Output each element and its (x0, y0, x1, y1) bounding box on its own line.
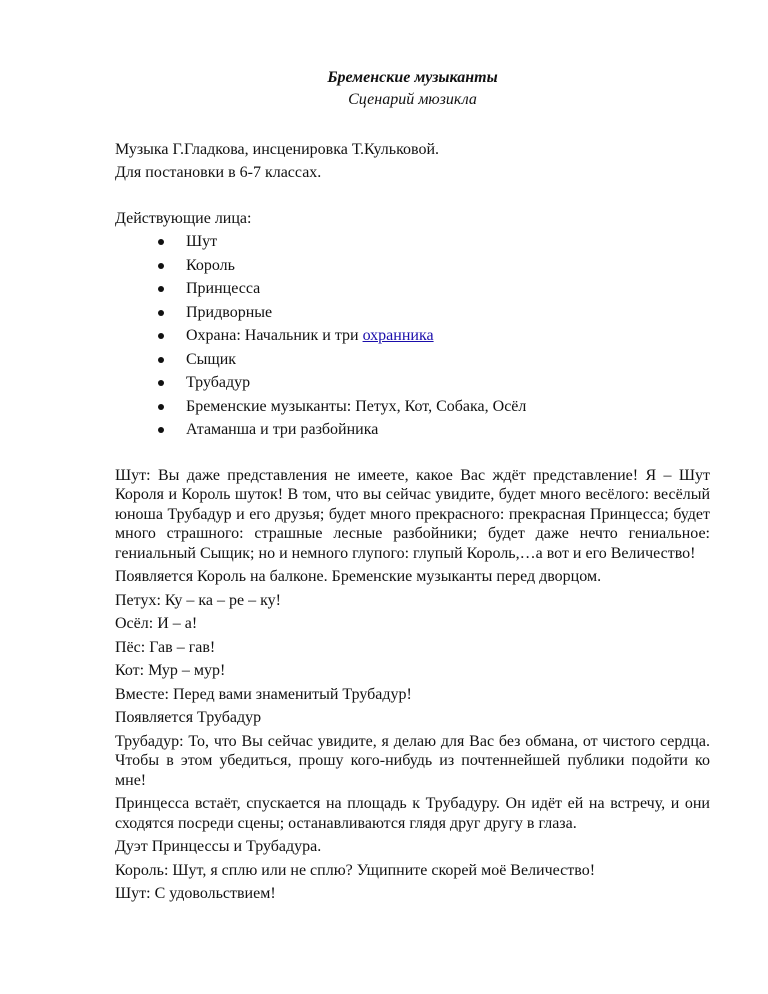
cast-item-jester: Шут (158, 230, 710, 254)
script-paragraph: Король: Шут, я сплю или не сплю? Ущипните скорей моё Величество! (115, 861, 596, 879)
script-paragraph: Принцесса встаёт, спускается на площадь к Трубадуру. Он идёт ей на встречу, и они сходятся посреди сцены; останавливаются глядя друг другу в глаза. (115, 795, 710, 832)
document-page (115, 68, 710, 908)
script-paragraph: Кот: Мур – мур! (115, 662, 226, 679)
script-paragraph: Трубадур: То, что Вы сейчас увидите, я делаю для Вас без обмана, от чистого сердца. Чтобы в этом убедиться, прошу кого-нибудь из почтеннейшей публики подойти ко мне! (115, 732, 710, 789)
cast-item-guards-text: Охрана: Начальник и три (186, 327, 363, 344)
cast-item-troubadour: Трубадур (158, 371, 710, 395)
script-paragraph: Дуэт Принцессы и Трубадура. (115, 838, 322, 855)
script-text (115, 466, 710, 904)
script-paragraph: Шут: Вы даже представления не имеете, какое Вас ждёт представление! Я – Шут Короля и Король шуток! В том, что вы сейчас увидите, будет много весёлого: весёлый юноша Трубадур и его друзья; будет много прекрасного: прекрасная Принцесса; будет много страшного: страшные лесные разбойники; будет даже нечто гениальное: гениальный Сыщик; но и немного глупого: глупый Король,…а вот и его Величество! (115, 466, 710, 562)
cast-item-guards (158, 324, 710, 348)
audience-line: Для постановки в 6-7 классах. (115, 164, 322, 181)
guards-link[interactable]: охранника (362, 327, 434, 344)
script-paragraph: Шут: С удовольствием! (115, 885, 276, 902)
cast-item-detective: Сыщик (158, 348, 710, 372)
cast-item-courtiers: Придворные (158, 301, 710, 325)
cast-list (115, 230, 710, 442)
script-paragraph: Пёс: Гав – гав! (115, 638, 216, 656)
document-subtitle: Сценарий мюзикла (348, 91, 477, 108)
script-paragraph: Петух: Ку – ка – ре – ку! (115, 591, 281, 609)
script-paragraph: Осёл: И – а! (115, 615, 198, 632)
cast-item-king: Король (158, 254, 710, 278)
cast-item-robbers: Атаманша и три разбойника (158, 418, 710, 442)
cast-item-princess: Принцесса (158, 277, 710, 301)
cast-item-musicians: Бременские музыканты: Петух, Кот, Собака, Осёл (158, 395, 710, 419)
script-paragraph: Появляется Король на балконе. Бременские музыканты перед дворцом. (115, 568, 602, 585)
credits-line: Музыка Г.Гладкова, инсценировка Т.Кульковой. (115, 141, 440, 158)
cast-heading: Действующие лица: (115, 210, 252, 227)
document-title: Бременские музыканты (327, 69, 498, 86)
script-paragraph: Появляется Трубадур (115, 709, 262, 726)
script-paragraph: Вместе: Перед вами знаменитый Трубадур! (115, 685, 412, 703)
